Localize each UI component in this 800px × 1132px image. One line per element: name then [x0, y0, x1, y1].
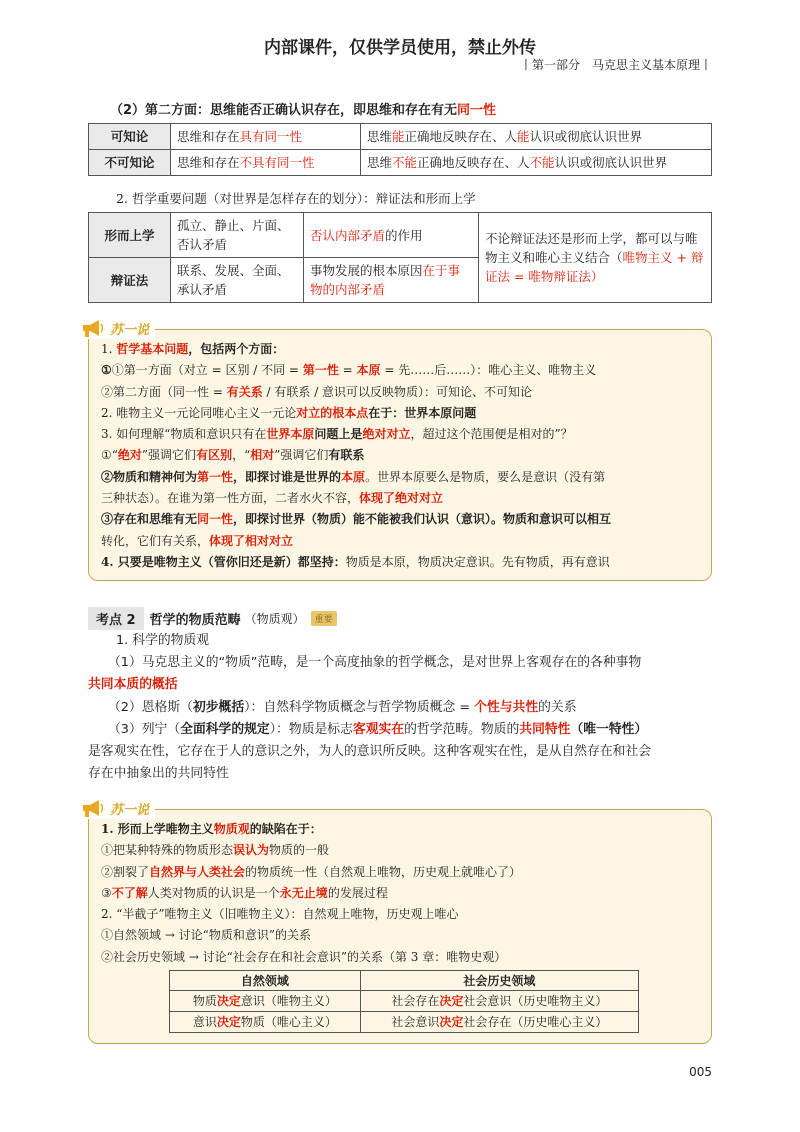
- merged-cell: 不论辩证法还是形而上学，都可以与唯物主义和唯心主义结合（唯物主义 + 辩证法 = 唯物辩证法）: [479, 213, 712, 303]
- row-label: 形而上学: [89, 213, 171, 258]
- table-row: [89, 124, 712, 150]
- table-cell: 意识决定物质（唯心主义）: [170, 1012, 361, 1033]
- table-cell: 思维和存在具有同一性: [171, 124, 361, 150]
- matter-section: [88, 630, 712, 785]
- note-line: ①①第一方面（对立 = 区别 / 不同 = 第一性 = 本原 = 先……后……）：唯心主义、唯物主义: [101, 363, 597, 378]
- important-question-heading: 2. 哲学重要问题（对世界是怎样存在的划分）：辩证法和形而上学: [116, 191, 476, 206]
- important-tag: 重要: [311, 611, 337, 626]
- note-line: ②第二方面（同一性 = 有关系 / 有联系 / 意识可以反映物质）：可知论、不可知论: [101, 384, 533, 399]
- section-label: 丨第一部分 马克思主义基本原理丨: [519, 58, 712, 72]
- note-line: 4. 只要是唯物主义（管你旧还是新）都坚持：物质是本原，物质决定意识。先有物质，再有意识: [101, 554, 610, 569]
- page-header-title: 内部课件，仅供学员使用，禁止外传: [264, 38, 536, 58]
- key-point-heading: [88, 607, 337, 630]
- note-line: 1. 形而上学唯物主义物质观的缺陷在于：: [101, 822, 322, 836]
- paragraph: （3）列宁（全面科学的规定）：物质是标志客观实在的哲学范畴。物质的共同特性（唯一特性）: [108, 721, 648, 737]
- note-line: ①自然领域 → 讨论“物质和意识”的关系: [101, 928, 311, 943]
- key-point-subtitle: （物质观）: [244, 612, 305, 626]
- page-number: 005: [689, 1065, 712, 1079]
- paragraph: （1）马克思主义的“物质”范畴，是一个高度抽象的哲学概念，是对世界上客观存在的各种事物: [108, 655, 642, 671]
- column-header: 自然领域: [170, 971, 361, 991]
- table-row: [89, 213, 712, 258]
- note-line: ③存在和思维有无同一性，即探讨世界（物质）能不能被我们认识（意识）。物质和意识可以相互: [101, 512, 612, 527]
- column-header: 社会历史领域: [360, 971, 638, 991]
- table-row: [170, 991, 639, 1012]
- table-header-row: [170, 971, 639, 991]
- note-line: 转化，它们有关系，体现了相对对立: [101, 533, 294, 548]
- row-label: 可知论: [89, 124, 171, 150]
- note-line: 1. 哲学基本问题，包括两个方面：: [101, 342, 285, 356]
- note-header-1: [80, 317, 155, 339]
- paragraph: （2）恩格斯（初步概括）：自然科学物质概念与哲学物质概念 = 个性与共性的关系: [108, 699, 577, 715]
- row-label: 不可知论: [89, 150, 171, 176]
- table-cell: 孤立、静止、片面、否认矛盾: [171, 213, 304, 258]
- note-line: 三种状态）。在谁为第一性方面，二者水火不容，体现了绝对对立: [101, 491, 444, 506]
- note-header-2: [80, 797, 155, 819]
- note-line: ①“绝对”强调它们有区别，“相对”强调它们有联系: [101, 448, 365, 463]
- table-cell: 否认内部矛盾的作用: [304, 213, 479, 258]
- note-title: 苏一说: [110, 802, 150, 818]
- key-point-badge: 考点 2: [88, 607, 144, 630]
- table-row: [170, 1012, 639, 1033]
- table-cell: 联系、发展、全面、承认矛盾: [171, 258, 304, 303]
- note-box-2: [88, 809, 712, 1044]
- paragraph: 是客观实在性，它存在于人的意识之外，为人的意识所反映。这种客观实在性，是从自然存在和社会: [88, 744, 652, 760]
- paragraph: 共同本质的概括: [88, 677, 178, 693]
- note-line: ③不了解人类对物质的认识是一个永无止境的发展过程: [101, 885, 388, 900]
- table-cell: 事物发展的根本原因在于事物的内部矛盾: [304, 258, 479, 303]
- megaphone-icon: [80, 317, 106, 339]
- note-line: ②物质和精神何为第一性，即探讨谁是世界的本原。世界本原要么是物质，要么是意识（没有第: [101, 469, 606, 484]
- paragraph: 存在中抽象出的共同特性: [88, 766, 229, 782]
- note-line: ②割裂了自然界与人类社会的物质统一性（自然观上唯物，历史观上就唯心了）: [101, 864, 522, 879]
- megaphone-icon: [80, 797, 106, 819]
- table-cell: 社会存在决定社会意识（历史唯物主义）: [360, 991, 638, 1012]
- note-title: 苏一说: [110, 322, 150, 338]
- note-line: 2. 唯物主义一元论同唯心主义一元论对立的根本点在于：世界本原问题: [101, 405, 477, 420]
- table-cell: 思维不能正确地反映存在、人不能认识或彻底认识世界: [361, 150, 712, 176]
- note-line: 2. “半截子”唯物主义（旧唯物主义）：自然观上唯物，历史观上唯心: [101, 907, 459, 922]
- table-row: [89, 150, 712, 176]
- dialectics-table: [88, 212, 712, 303]
- key-point-title: 哲学的物质范畴: [149, 613, 241, 628]
- note-line: ②社会历史领域 → 讨论“社会存在和社会意识”的关系（第 3 章：唯物史观）: [101, 949, 507, 964]
- second-aspect-heading: （2）第二方面：思维能否正确认识存在，即思维和存在有无同一性: [110, 103, 497, 118]
- knowability-table: [88, 123, 712, 176]
- table-cell: 社会意识决定社会存在（历史唯心主义）: [360, 1012, 638, 1033]
- domain-comparison-table: [169, 970, 639, 1033]
- note-box-1: [88, 329, 712, 581]
- paragraph: 1. 科学的物质观: [116, 633, 210, 648]
- table-cell: 思维和存在不具有同一性: [171, 150, 361, 176]
- note-line: 3. 如何理解“物质和意识只有在世界本原问题上是绝对对立，超过这个范围便是相对的”？: [101, 427, 573, 442]
- table-cell: 思维能正确地反映存在、人能认识或彻底认识世界: [361, 124, 712, 150]
- table-cell: 物质决定意识（唯物主义）: [170, 991, 361, 1012]
- row-label: 辩证法: [89, 258, 171, 303]
- note-line: ①把某种特殊的物质形态误认为物质的一般: [101, 843, 330, 858]
